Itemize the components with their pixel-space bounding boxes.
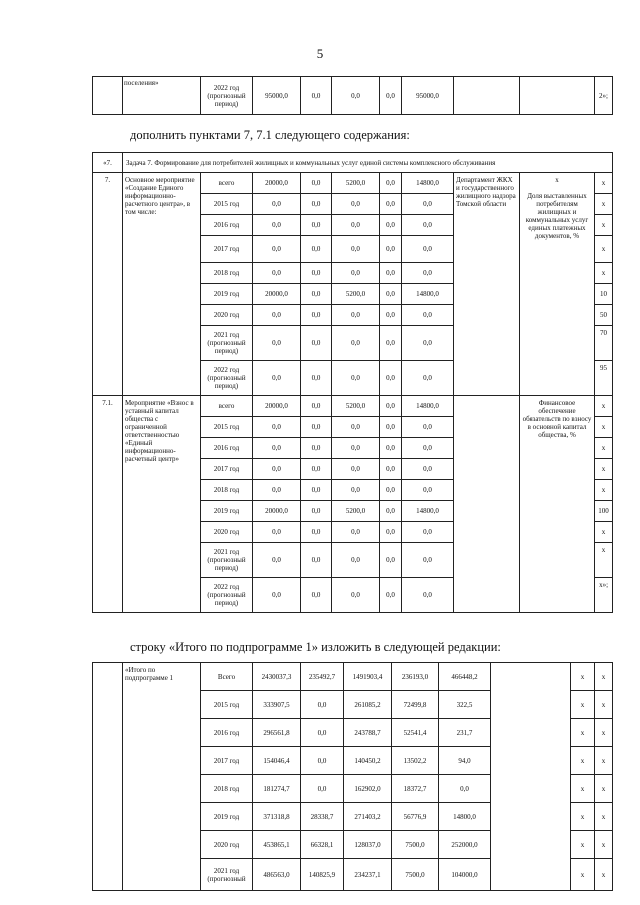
value-cell: 0,0 [301, 747, 344, 775]
target-value-cell: x [595, 459, 613, 480]
value-cell: 243788,7 [344, 719, 392, 747]
x-cell: x [571, 803, 595, 831]
empty-cell [93, 663, 123, 891]
target-value-cell: x [595, 438, 613, 459]
item-name: Основное мероприятие «Создание Единого информационно-расчетного центра», в том числе: [123, 173, 201, 396]
table-row [93, 396, 613, 417]
value-cell: 0,0 [253, 236, 301, 263]
value-cell: 0,0 [402, 236, 454, 263]
table-row [93, 173, 613, 194]
target-value-cell: 70 [595, 326, 613, 361]
year-cell: 2020 год [201, 305, 253, 326]
target-value-cell: x [595, 173, 613, 194]
x-cell: x [571, 663, 595, 691]
value-cell: 0,0 [332, 263, 380, 284]
year-cell: 2015 год [201, 417, 253, 438]
x-cell: x [571, 747, 595, 775]
x-cell: x [595, 691, 613, 719]
value-cell: 261085,2 [344, 691, 392, 719]
value-cell: 0,0 [402, 263, 454, 284]
value-cell: 0,0 [380, 305, 402, 326]
year-cell: 2020 год [201, 522, 253, 543]
value-cell: 5200,0 [332, 501, 380, 522]
value-cell: 466448,2 [439, 663, 491, 691]
x-cell: x [595, 859, 613, 891]
totals-table-clip [92, 662, 614, 905]
value-cell: 0,0 [301, 236, 332, 263]
value-cell: 140825,9 [301, 859, 344, 891]
value-cell: 296561,8 [253, 719, 301, 747]
year-cell: 2017 год [201, 747, 253, 775]
year-cell: 2021 год (прогнозный период) [201, 543, 253, 578]
year-cell: всего [201, 396, 253, 417]
value-cell: 0,0 [301, 77, 332, 115]
target-value-cell: x [595, 194, 613, 215]
value-cell: 154046,4 [253, 747, 301, 775]
x-cell: x [571, 719, 595, 747]
value-cell: 7500,0 [392, 831, 439, 859]
year-cell: 2019 год [201, 803, 253, 831]
year-cell: 2022 год (прогнозный период) [201, 77, 253, 115]
value-cell: 72499,8 [392, 691, 439, 719]
value-cell: 0,0 [301, 719, 344, 747]
x-cell: x [571, 775, 595, 803]
value-cell: 0,0 [253, 480, 301, 501]
value-cell: 0,0 [402, 459, 454, 480]
year-cell: 2017 год [201, 236, 253, 263]
year-cell: 2018 год [201, 480, 253, 501]
value-cell: 0,0 [301, 775, 344, 803]
empty-cell [491, 663, 571, 891]
value-cell: 140450,2 [344, 747, 392, 775]
x-cell: x [571, 859, 595, 891]
value-cell: 0,0 [380, 501, 402, 522]
year-cell: Всего [201, 663, 253, 691]
year-cell: 2021 год (прогнозный период) [201, 326, 253, 361]
x-cell: x [595, 831, 613, 859]
x-cell: x [571, 691, 595, 719]
value-cell: 0,0 [380, 215, 402, 236]
year-cell: 2019 год [201, 501, 253, 522]
value-cell: 0,0 [301, 215, 332, 236]
value-cell: 0,0 [402, 194, 454, 215]
target-value-cell: x»; [595, 578, 613, 613]
target-value-cell: x [595, 236, 613, 263]
value-cell: 0,0 [301, 522, 332, 543]
value-cell: 0,0 [253, 215, 301, 236]
value-cell: 0,0 [332, 480, 380, 501]
year-cell: 2022 год (прогнозный период) [201, 361, 253, 396]
value-cell: 0,0 [253, 459, 301, 480]
value-cell: 0,0 [380, 326, 402, 361]
indicator-text: Финансовое обеспечение обязательств по взносу в основной капитал общества, % [522, 399, 592, 439]
value-cell: 14800,0 [402, 501, 454, 522]
task-number: «7. [93, 153, 123, 173]
value-cell: 0,0 [301, 173, 332, 194]
year-cell: 2017 год [201, 459, 253, 480]
value-cell: 0,0 [380, 396, 402, 417]
value-cell: 486563,0 [253, 859, 301, 891]
value-cell: 181274,7 [253, 775, 301, 803]
table-continuation [92, 76, 613, 115]
value-cell: 52541,4 [392, 719, 439, 747]
value-cell: 0,0 [332, 326, 380, 361]
year-cell: 2021 год (прогнозный [201, 859, 253, 891]
target-value-cell: x [595, 215, 613, 236]
target-value-cell: x [595, 522, 613, 543]
value-cell: 0,0 [402, 543, 454, 578]
table-totals [92, 662, 613, 891]
value-cell: 0,0 [332, 543, 380, 578]
value-cell: 0,0 [253, 417, 301, 438]
value-cell: 0,0 [402, 361, 454, 396]
x-cell: x [595, 803, 613, 831]
value-cell: 0,0 [301, 305, 332, 326]
value-cell: 0,0 [402, 326, 454, 361]
value-cell: 271403,2 [344, 803, 392, 831]
value-cell: 18372,7 [392, 775, 439, 803]
table-items-7 [92, 152, 613, 613]
item-name: Мероприятие «Взнос в уставный капитал общества с ограниченной ответственностью «Единый информационно-расчетный центр» [123, 396, 201, 613]
value-cell: 0,0 [301, 480, 332, 501]
value-cell: 0,0 [380, 543, 402, 578]
empty-cell [454, 77, 520, 115]
value-cell: 0,0 [332, 522, 380, 543]
value-cell: 0,0 [301, 284, 332, 305]
indicator-text: Доля выставленных потребителям жилищных и коммунальных услуг единых платежных документов, % [525, 192, 589, 240]
value-cell: 0,0 [301, 361, 332, 396]
value-cell: 0,0 [253, 578, 301, 613]
end-cell: 2»; [595, 77, 613, 115]
value-cell: 14800,0 [439, 803, 491, 831]
value-cell: 14800,0 [402, 284, 454, 305]
value-cell: 333907,5 [253, 691, 301, 719]
value-cell: 0,0 [301, 326, 332, 361]
total-name: «Итого по подпрограмме 1 [123, 663, 201, 891]
value-cell: 128037,0 [344, 831, 392, 859]
year-cell: 2019 год [201, 284, 253, 305]
value-cell: 0,0 [402, 438, 454, 459]
value-cell: 0,0 [301, 578, 332, 613]
x-cell: x [595, 747, 613, 775]
value-cell: 0,0 [380, 438, 402, 459]
indicator-x: x [555, 176, 559, 184]
value-cell: 0,0 [332, 77, 380, 115]
value-cell: 94,0 [439, 747, 491, 775]
value-cell: 0,0 [332, 236, 380, 263]
value-cell: 0,0 [402, 522, 454, 543]
value-cell: 0,0 [332, 215, 380, 236]
value-cell: 0,0 [332, 459, 380, 480]
x-cell: x [571, 831, 595, 859]
item-number: 7. [93, 173, 123, 396]
value-cell: 0,0 [402, 480, 454, 501]
value-cell: 371318,8 [253, 803, 301, 831]
value-cell: 0,0 [439, 775, 491, 803]
value-cell: 0,0 [332, 438, 380, 459]
value-cell: 20000,0 [253, 396, 301, 417]
value-cell: 1491903,4 [344, 663, 392, 691]
value-cell: 56776,9 [392, 803, 439, 831]
indicator-cell [520, 173, 595, 396]
value-cell: 0,0 [332, 361, 380, 396]
value-cell: 0,0 [301, 543, 332, 578]
year-cell: 2015 год [201, 194, 253, 215]
value-cell: 5200,0 [332, 173, 380, 194]
executor-cell [454, 396, 520, 613]
value-cell: 5200,0 [332, 396, 380, 417]
amendment-heading: дополнить пунктами 7, 7.1 следующего содержания: [130, 128, 410, 142]
value-cell: 0,0 [332, 305, 380, 326]
value-cell: 0,0 [301, 194, 332, 215]
value-cell: 0,0 [402, 417, 454, 438]
value-cell: 0,0 [301, 438, 332, 459]
value-cell: 0,0 [380, 77, 402, 115]
target-value-cell: 100 [595, 501, 613, 522]
empty-cell [520, 77, 595, 115]
year-cell: всего [201, 173, 253, 194]
target-value-cell: 10 [595, 284, 613, 305]
year-cell: 2018 год [201, 263, 253, 284]
target-value-cell: x [595, 543, 613, 578]
value-cell: 0,0 [402, 305, 454, 326]
value-cell: 0,0 [380, 361, 402, 396]
value-cell: 234237,1 [344, 859, 392, 891]
value-cell: 0,0 [253, 438, 301, 459]
x-cell: x [595, 663, 613, 691]
value-cell: 104000,0 [439, 859, 491, 891]
value-cell: 0,0 [301, 459, 332, 480]
value-cell: 0,0 [301, 263, 332, 284]
value-cell: 0,0 [380, 263, 402, 284]
value-cell: 20000,0 [253, 173, 301, 194]
value-cell: 252000,0 [439, 831, 491, 859]
value-cell: 231,7 [439, 719, 491, 747]
year-cell: 2016 год [201, 719, 253, 747]
value-cell: 162902,0 [344, 775, 392, 803]
value-cell: 0,0 [301, 417, 332, 438]
target-value-cell: x [595, 417, 613, 438]
year-cell: 2016 год [201, 438, 253, 459]
value-cell: 7500,0 [392, 859, 439, 891]
value-cell: 0,0 [253, 543, 301, 578]
executor-cell: Департамент ЖКХ и государственного жилищного надзора Томской области [454, 173, 520, 396]
value-cell: 0,0 [301, 691, 344, 719]
x-cell: x [595, 719, 613, 747]
value-cell: 0,0 [380, 284, 402, 305]
value-cell: 0,0 [380, 236, 402, 263]
value-cell: 0,0 [380, 480, 402, 501]
value-cell: 0,0 [253, 326, 301, 361]
value-cell: 0,0 [380, 173, 402, 194]
value-cell: 0,0 [253, 305, 301, 326]
value-cell: 0,0 [332, 417, 380, 438]
value-cell: 5200,0 [332, 284, 380, 305]
indicator-cell [520, 396, 595, 613]
value-cell: 453865,1 [253, 831, 301, 859]
value-cell: 0,0 [402, 578, 454, 613]
value-cell: 0,0 [332, 578, 380, 613]
value-cell: 0,0 [402, 215, 454, 236]
target-value-cell: 95 [595, 361, 613, 396]
value-cell: 95000,0 [253, 77, 301, 115]
value-cell: 0,0 [253, 194, 301, 215]
value-cell: 20000,0 [253, 284, 301, 305]
target-value-cell: x [595, 263, 613, 284]
year-cell: 2016 год [201, 215, 253, 236]
value-cell: 14800,0 [402, 396, 454, 417]
value-cell: 0,0 [380, 417, 402, 438]
value-cell: 0,0 [380, 578, 402, 613]
value-cell: 235492,7 [301, 663, 344, 691]
task-title: Задача 7. Формирование для потребителей жилищных и коммунальных услуг единой системы комплексного обслуживания [123, 153, 613, 173]
table-row [93, 663, 613, 691]
value-cell: 28338,7 [301, 803, 344, 831]
year-cell: 2015 год [201, 691, 253, 719]
value-cell: 236193,0 [392, 663, 439, 691]
target-value-cell: x [595, 396, 613, 417]
value-cell: 0,0 [380, 194, 402, 215]
value-cell: 95000,0 [402, 77, 454, 115]
year-cell: 2020 год [201, 831, 253, 859]
value-cell: 0,0 [301, 501, 332, 522]
empty-cell [93, 77, 123, 115]
x-cell: x [595, 775, 613, 803]
value-cell: 0,0 [253, 522, 301, 543]
target-value-cell: x [595, 480, 613, 501]
value-cell: 322,5 [439, 691, 491, 719]
value-cell: 0,0 [301, 396, 332, 417]
target-value-cell: 50 [595, 305, 613, 326]
value-cell: 0,0 [253, 361, 301, 396]
value-cell: 20000,0 [253, 501, 301, 522]
value-cell: 0,0 [332, 194, 380, 215]
row-name: поселения» [123, 77, 201, 115]
value-cell: 14800,0 [402, 173, 454, 194]
value-cell: 66328,1 [301, 831, 344, 859]
year-cell: 2018 год [201, 775, 253, 803]
value-cell: 0,0 [380, 459, 402, 480]
amendment-heading-total: строку «Итого по подпрограмме 1» изложить в следующей редакции: [130, 640, 501, 654]
value-cell: 0,0 [380, 522, 402, 543]
page-number: 5 [316, 46, 324, 61]
value-cell: 0,0 [253, 263, 301, 284]
value-cell: 13502,2 [392, 747, 439, 775]
value-cell: 2430037,3 [253, 663, 301, 691]
year-cell: 2022 год (прогнозный период) [201, 578, 253, 613]
item-number: 7.1. [93, 396, 123, 613]
